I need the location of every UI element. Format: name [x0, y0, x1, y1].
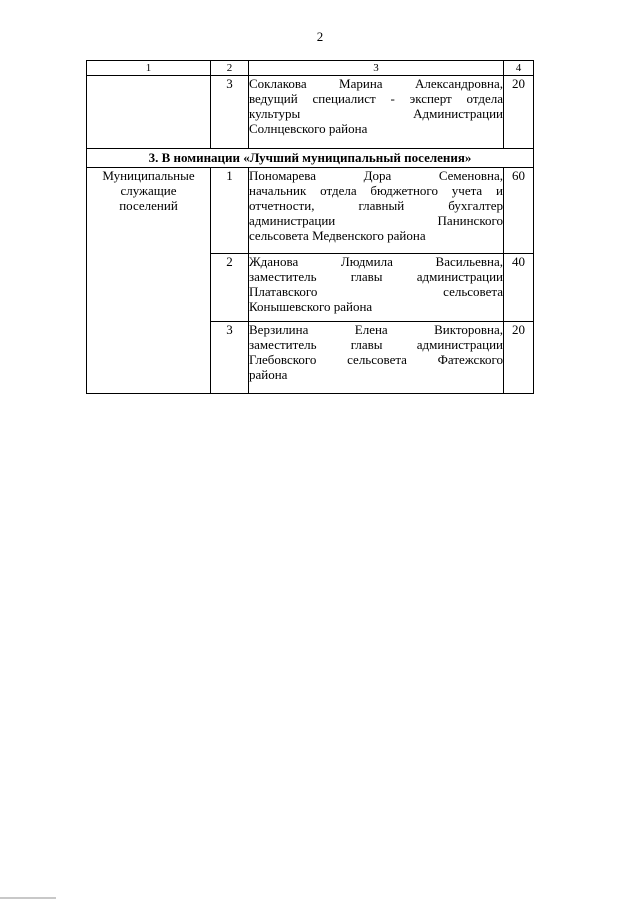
nominee-line: ведущий специалист - эксперт отдела	[249, 91, 503, 106]
nominee-description	[249, 322, 504, 394]
nominee-line: отчетности, главный бухгалтер	[249, 198, 503, 213]
award-table	[86, 60, 534, 394]
table-row	[87, 168, 534, 254]
nominee-line: культуры Администрации	[249, 106, 503, 121]
points-value: 40	[504, 254, 534, 322]
header-cell-2: 2	[211, 61, 249, 76]
nominee-line: Конышевского района	[249, 299, 373, 314]
category-line: Муниципальные	[102, 168, 195, 183]
points-value: 20	[504, 322, 534, 394]
row-number: 2	[211, 254, 249, 322]
category-line: поселений	[119, 198, 178, 213]
nominee-line: Глебовского сельсовета Фатежского	[249, 352, 503, 367]
points-value: 20	[504, 76, 534, 149]
nominee-line: Верзилина Елена Викторовна,	[249, 322, 503, 337]
points-value: 60	[504, 168, 534, 254]
row-number: 3	[211, 322, 249, 394]
category-line: служащие	[120, 183, 177, 198]
nominee-line: Платавского сельсовета	[249, 284, 503, 299]
nominee-line: Солнцевского района	[249, 121, 368, 136]
category-cell	[87, 168, 211, 394]
nominee-description	[249, 168, 504, 254]
nominee-line: района	[249, 367, 288, 382]
nominee-line: Жданова Людмила Васильевна,	[249, 254, 503, 269]
category-cell-empty	[87, 76, 211, 149]
header-cell-3: 3	[249, 61, 504, 76]
row-number: 1	[211, 168, 249, 254]
table-header-row	[87, 61, 534, 76]
scan-artifact	[0, 897, 56, 899]
page-number: 2	[316, 29, 324, 44]
row-number: 3	[211, 76, 249, 149]
nominee-line: заместитель главы администрации	[249, 337, 503, 352]
nominee-line: администрации Панинского	[249, 213, 503, 228]
nominee-description	[249, 76, 504, 149]
section-title: 3. В номинации «Лучший муниципальный поселения»	[87, 149, 534, 168]
header-cell-4: 4	[504, 61, 534, 76]
nominee-line: заместитель главы администрации	[249, 269, 503, 284]
nominee-line: сельсовета Медвенского района	[249, 228, 426, 243]
nominee-line: Пономарева Дора Семеновна,	[249, 168, 503, 183]
nominee-line: начальник отдела бюджетного учета и	[249, 183, 503, 198]
section-heading-row	[87, 149, 534, 168]
table-row	[87, 76, 534, 149]
nominee-description	[249, 254, 504, 322]
nominee-line: Соклакова Марина Александровна,	[249, 76, 503, 91]
header-cell-1: 1	[87, 61, 211, 76]
